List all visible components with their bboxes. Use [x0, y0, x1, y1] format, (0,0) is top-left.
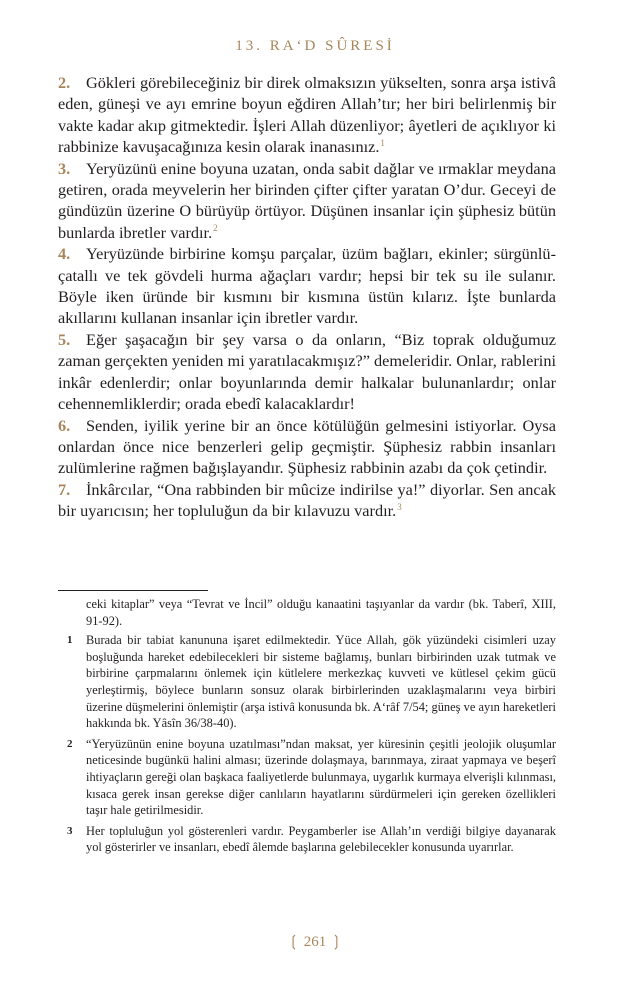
verse-number: 4.: [58, 244, 71, 264]
verse: [58, 415, 556, 479]
verse-text: Gökleri görebileceğiniz bir direk olmaksızın yükselten, sonra arşa istivâ eden, güneşi ve ayı emrine boyun eğdiren Allah’tır; her biri belirlenmiş bir vakte kadar akıp gitmektedir. İşleri Allah düzenliyor; âyetleri de açıklıyor ki rabbinize kavuşacağınıza kesin olarak inanasınız.: [58, 73, 556, 157]
page-number: [0, 932, 630, 951]
verse-number: 3.: [58, 158, 71, 178]
footnote-continuation: ceki kitaplar” veya “Tevrat ve İncil” olduğu kanaatini taşıyanlar da vardır (bk. Taberî, XIII, 91-92).: [86, 597, 556, 628]
verse-text: Yeryüzünü enine boyuna uzatan, onda sabit dağlar ve ırmaklar meydana getiren, orada meyvelerin her birinden çifter çifter yaratan O’dur. Geceyi de gündüzün üzerine O bürüyüp örtüyor. Düşünen insanlar için şüphesiz bütün bunlarda ibretler vardır.: [58, 158, 556, 242]
footnote: [58, 823, 556, 856]
footnotes: [58, 596, 556, 860]
footnote-ref[interactable]: 1: [380, 137, 385, 148]
verse-text: Eğer şaşacağın bir şey varsa o da onların, “Biz toprak olduğumuz zaman gerçekten yeniden mi yaratılacakmışız?” demeleridir. Onlar, rablerini inkâr edenlerdir; onlar boyunlarında demir halkalar bulunanlardır; onlar cehennemliklerdir; orada ebedî kalacaklardır!: [58, 329, 556, 414]
footnote-ref[interactable]: 2: [213, 223, 218, 234]
verse-number: 2.: [58, 73, 71, 92]
verse: [58, 243, 556, 329]
verse: [58, 158, 556, 244]
verse-text: İnkârcılar, “Ona rabbinden bir mûcize indirilse ya!” diyorlar. Sen ancak bir uyarıcısın; her topluluğun da bir kılavuzu vardır.: [58, 479, 556, 521]
footnote-separator: [58, 590, 208, 591]
verse-number: 6.: [58, 415, 71, 435]
verse-number: 5.: [58, 329, 71, 349]
verse: [58, 72, 556, 158]
verse-text: Yeryüzünde birbirine komşu parçalar, üzüm bağları, ekinler; sürgünlü-çatallı ve tek gövdeli hurma ağaçları vardır; hepsi bir tek su ile sulanır. Böyle iken üründe bir kısmını bir kısmına üstün kılarız. İşte bunlarda akıllarını kullanan insanlar için ibretler vardır.: [58, 244, 556, 328]
footnote: [58, 736, 556, 819]
footnote-number: 2: [67, 737, 73, 750]
footnote-number: 1: [67, 634, 73, 647]
footnote-text: Her topluluğun yol gösterenleri vardır. Peygamberler ise Allah’ın verdiği bilgiye dayanarak yol gösterirler ve insanları, ebedî âlemde başlarına gelebilecekler konusunda uyarırlar.: [86, 823, 556, 855]
footnote-ref[interactable]: 3: [397, 501, 402, 512]
left-ornament-icon: ❲: [287, 934, 300, 950]
main-text: [58, 72, 556, 522]
verse: [58, 329, 556, 415]
footnote-number: 3: [67, 824, 73, 837]
running-head: 13. RA‘D SÛRESİ: [235, 38, 395, 54]
footnote: [58, 632, 556, 732]
footnote-text: “Yeryüzünün enine boyuna uzatılması”ndan maksat, yer küresinin çeşitli jeolojik oluşumlar neticesinde bugünkü halini alması; üzerinde dolaşmaya, barınmaya, ziraat yapmaya ve beşerî ihtiyaçların gereği olan başkaca faaliyetlerde bulunmaya, uygarlık kurmaya elverişli kılınması, kısaca gerek insan gerekse diğer canlıların hayatlarını sürdürmeleri için gereken özellikleri taşır hale getirilmesidir.: [86, 736, 556, 818]
page-number-text: 261: [303, 934, 327, 950]
verse-number: 7.: [58, 479, 71, 499]
verse: [58, 479, 556, 522]
right-ornament-icon: ❳: [330, 934, 343, 950]
footnote-text: Burada bir tabiat kanununa işaret edilmektedir. Yüce Allah, gök yüzündeki cisimleri uzay boşluğunda hareket edebilecekleri bir sisteme bağlamış, bunları birbirinden uzak tutmak ve birbirine çarpmalarını önlemek için kütlelere merkezkaç kuvveti ve kütlesel çekim gücü yerleştirmiş, böylece bunların sonsuz olarak birbirlerinden uzaklaşmalarını veya birbiri üzerine düşmelerini önlemiştir (arşa istivâ konusunda bk. A‘râf 7/54; güneş ve ayın hareketleri hakkında bk. Yâsîn 36/38-40).: [86, 633, 556, 731]
verse-text: Senden, iyilik yerine bir an önce kötülüğün gelmesini istiyorlar. Oysa onlardan önce nice benzerleri gelip geçmiştir. Şüphesiz rabbin insanları zulümlerine rağmen bağışlayandır. Şüphesiz rabbinin azabı da çok çetindir.: [58, 415, 556, 478]
